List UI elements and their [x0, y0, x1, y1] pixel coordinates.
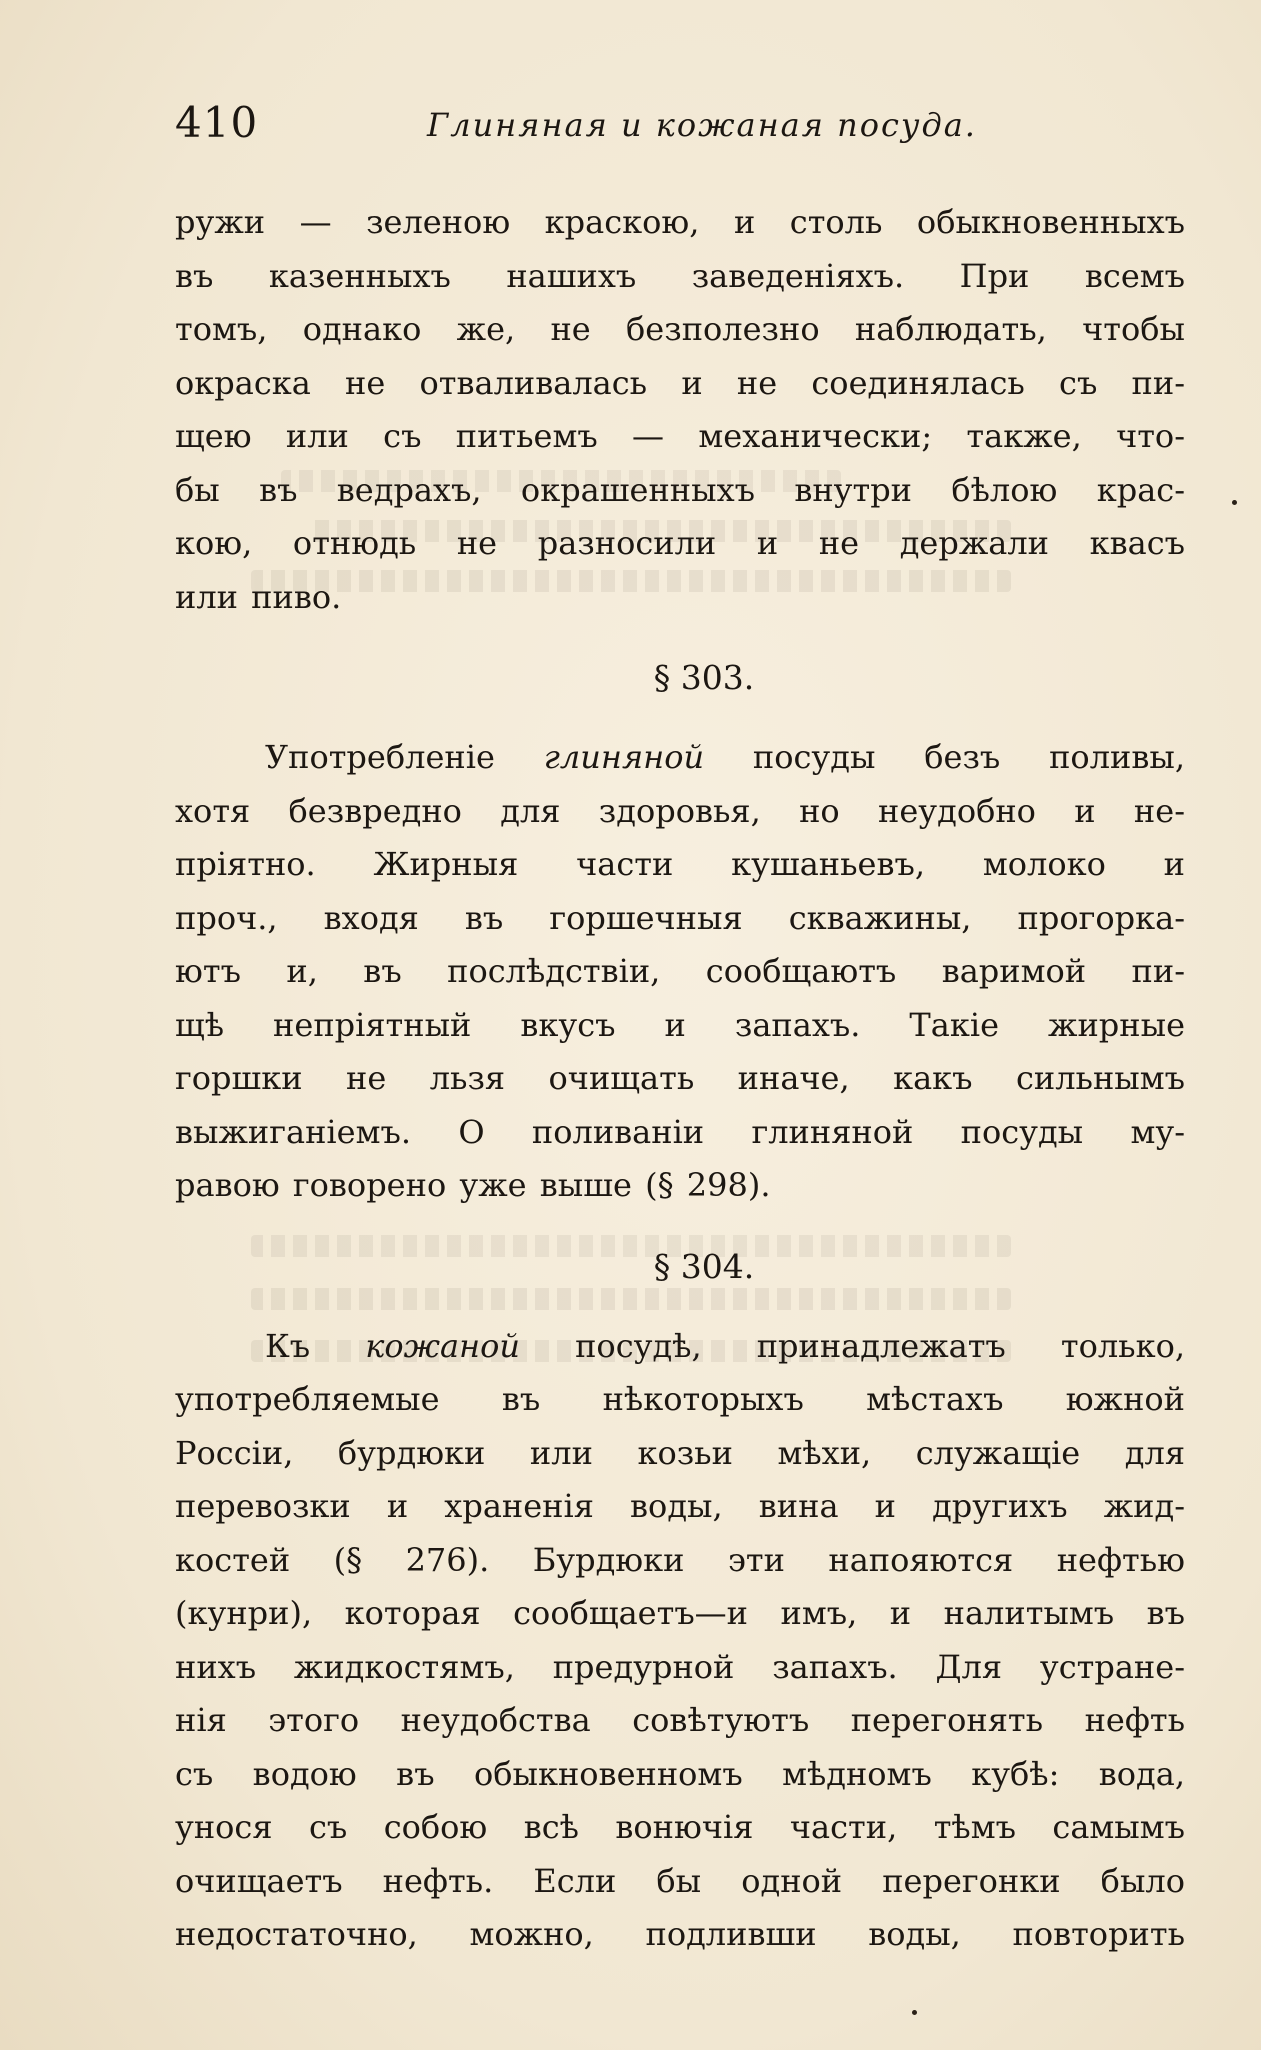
paragraph-303 — [175, 731, 1185, 1213]
text-line-first — [175, 1320, 1185, 1374]
text-line-first — [175, 731, 1185, 785]
text-line: горшки не льзя очищать иначе, какъ сильнымъ — [175, 1059, 1185, 1097]
text-run: посуды безъ поливы, — [752, 738, 1185, 776]
text-line: унося съ собою всѣ вонючія части, тѣмъ самымъ — [175, 1808, 1185, 1846]
text-line: (кунри), которая сообщаетъ—и имъ, и налитымъ въ — [175, 1594, 1185, 1632]
text-line: нихъ жидкостямъ, предурной запахъ. Для устране- — [175, 1647, 1185, 1686]
section-heading-304: § 304. — [653, 1246, 755, 1286]
text-line: ютъ и, въ послѣдствіи, сообщаютъ варимой пи- — [175, 952, 1185, 990]
text-line: нія этого неудобства совѣтуютъ перегонять нефть — [175, 1701, 1185, 1739]
body-text — [175, 196, 1185, 1962]
text-line: кою, отнюдь не разносили и не держали квасъ — [175, 524, 1185, 562]
text-line: выжиганіемъ. О поливаніи глиняной посуды му- — [175, 1112, 1185, 1151]
text-line: пріятно. Жирныя части кушаньевъ, молоко и — [175, 845, 1185, 883]
text-line: съ водою въ обыкновенномъ мѣдномъ кубѣ: вода, — [175, 1754, 1185, 1793]
text-line: щею или съ питьемъ — механически; также, что- — [175, 417, 1185, 455]
text-line: равою говорено уже выше (§ 298). — [175, 1166, 771, 1204]
section-heading-303: § 303. — [653, 658, 755, 697]
text-line: окраска не отваливалась и не соединялась съ пи- — [175, 363, 1185, 402]
text-line: употребляемые въ нѣкоторыхъ мѣстахъ южной — [175, 1380, 1185, 1418]
text-line: или пиво. — [175, 577, 342, 616]
text-line: ружи — зеленою краскою, и столь обыкновенныхъ — [175, 203, 1185, 241]
text-line: костей (§ 276). Бурдюки эти напояются нефтью — [175, 1540, 1185, 1579]
text-run: посудѣ, принадлежатъ только, — [575, 1326, 1186, 1365]
text-line: недостаточно, можно, подливши воды, повторить — [175, 1915, 1185, 1953]
emphasis-word: глиняной — [543, 738, 705, 776]
text-line: проч., входя въ горшечныя скважины, прогорка- — [175, 898, 1185, 937]
running-title: Глиняная и кожаная посуда. — [427, 106, 977, 144]
text-run: Употребленіе — [265, 738, 495, 776]
page-header — [175, 90, 1185, 150]
page-number: 410 — [175, 98, 259, 147]
emphasis-word: кожаной — [365, 1326, 520, 1365]
paragraph-continued — [175, 196, 1185, 624]
text-line: бы въ ведрахъ, окрашенныхъ внутри бѣлою крас- — [175, 470, 1185, 509]
text-line: очищаетъ нефть. Если бы одной перегонки было — [175, 1861, 1185, 1900]
text-run: Къ — [265, 1326, 311, 1365]
text-line: хотя безвредно для здоровья, но неудобно и не- — [175, 791, 1185, 830]
text-line: томъ, однако же, не безполезно наблюдать, чтобы — [175, 310, 1185, 348]
text-line: Россіи, бурдюки или козьи мѣхи, служащіе для — [175, 1433, 1185, 1472]
text-line: перевозки и храненія воды, вина и другихъ жид- — [175, 1487, 1185, 1525]
text-line: въ казенныхъ нашихъ заведеніяхъ. При всемъ — [175, 256, 1185, 295]
text-line: щѣ непріятный вкусъ и запахъ. Такіе жирные — [175, 1005, 1185, 1044]
paragraph-304 — [175, 1320, 1185, 1962]
